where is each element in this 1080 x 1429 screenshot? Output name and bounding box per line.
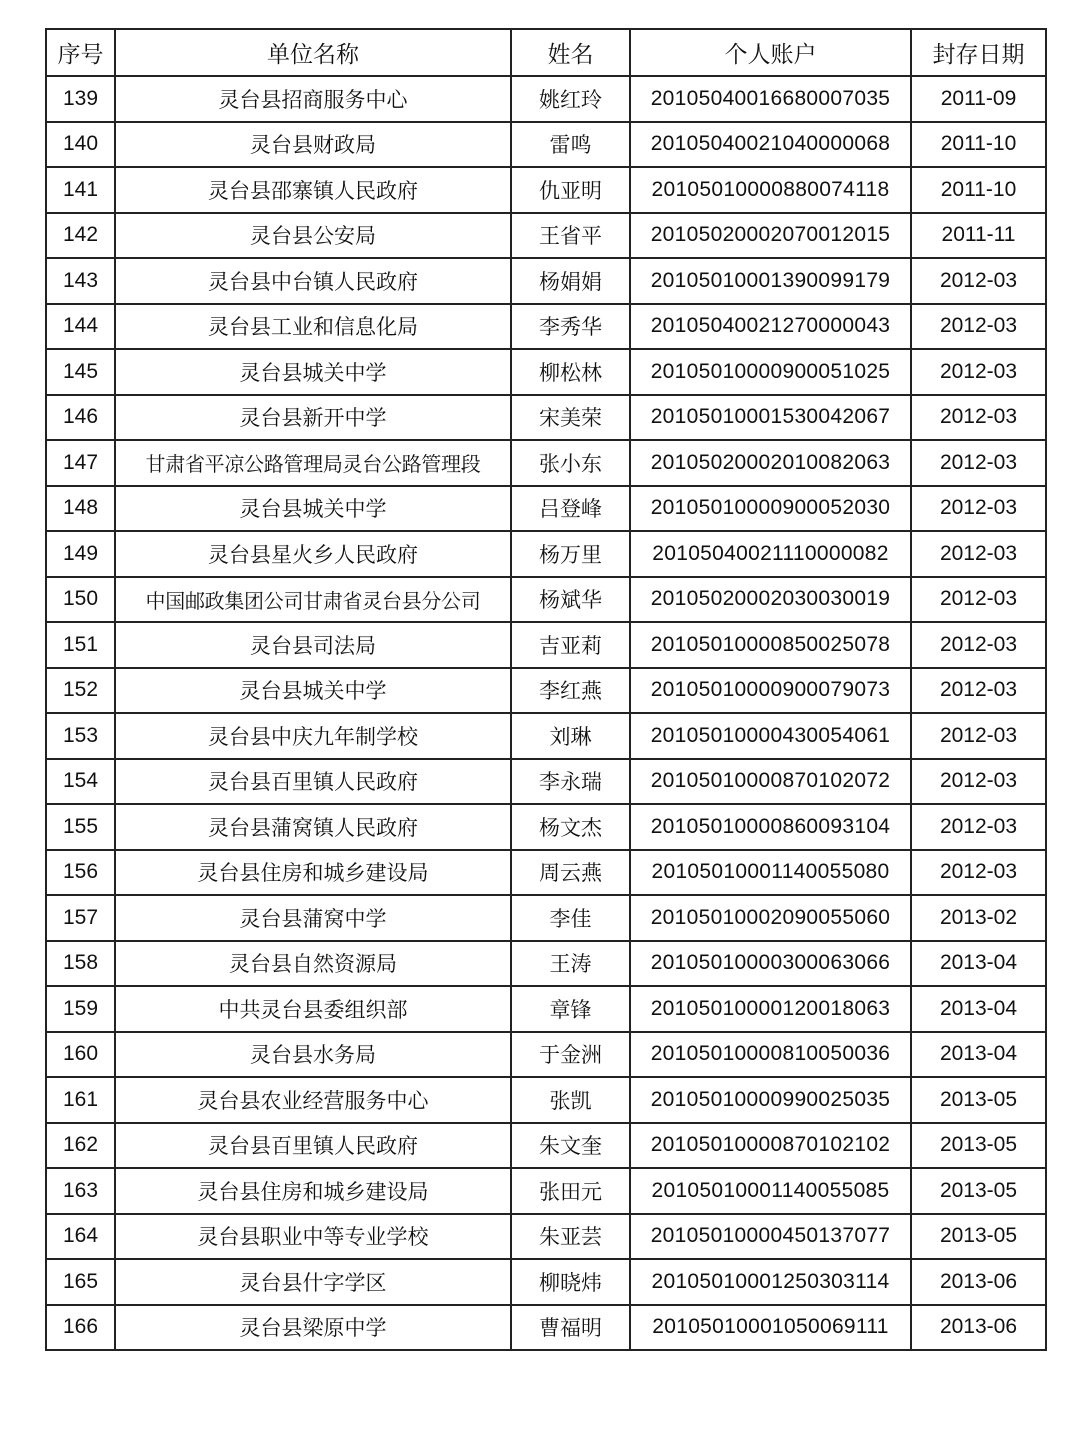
cell-account: 20105010000900052030 [630, 486, 911, 532]
cell-unit: 灵台县星火乡人民政府 [115, 531, 511, 577]
table-body [46, 76, 1046, 1350]
cell-name: 李秀华 [511, 304, 630, 350]
cell-unit: 灵台县职业中等专业学校 [115, 1214, 511, 1260]
table-row [46, 486, 1046, 532]
cell-unit: 灵台县百里镇人民政府 [115, 759, 511, 805]
cell-unit: 灵台县住房和城乡建设局 [115, 1168, 511, 1214]
cell-seq: 160 [46, 1032, 115, 1078]
cell-account: 20105010000870102102 [630, 1123, 911, 1169]
cell-unit: 灵台县农业经营服务中心 [115, 1077, 511, 1123]
cell-name: 姚红玲 [511, 76, 630, 122]
cell-name: 李红燕 [511, 668, 630, 714]
cell-seq: 143 [46, 258, 115, 304]
table-row [46, 1077, 1046, 1123]
cell-account: 20105010000900079073 [630, 668, 911, 714]
cell-account: 20105010001390099179 [630, 258, 911, 304]
cell-seq: 164 [46, 1214, 115, 1260]
cell-unit: 灵台县蒲窝中学 [115, 895, 511, 941]
table-row [46, 1123, 1046, 1169]
cell-name: 曹福明 [511, 1305, 630, 1351]
cell-unit: 灵台县梁原中学 [115, 1305, 511, 1351]
cell-seq: 145 [46, 349, 115, 395]
cell-unit: 灵台县自然资源局 [115, 941, 511, 987]
cell-date: 2012-03 [911, 304, 1046, 350]
cell-name: 吕登峰 [511, 486, 630, 532]
table-row [46, 622, 1046, 668]
cell-account: 20105010000430054061 [630, 713, 911, 759]
cell-name: 仇亚明 [511, 167, 630, 213]
cell-date: 2012-03 [911, 258, 1046, 304]
table-row [46, 713, 1046, 759]
cell-unit: 中共灵台县委组织部 [115, 986, 511, 1032]
cell-account: 20105010000990025035 [630, 1077, 911, 1123]
table-row [46, 759, 1046, 805]
cell-seq: 155 [46, 804, 115, 850]
table-row [46, 1259, 1046, 1305]
cell-seq: 149 [46, 531, 115, 577]
cell-name: 李佳 [511, 895, 630, 941]
cell-date: 2012-03 [911, 622, 1046, 668]
cell-seq: 157 [46, 895, 115, 941]
cell-name: 于金洲 [511, 1032, 630, 1078]
table-row [46, 850, 1046, 896]
cell-date: 2011-10 [911, 122, 1046, 168]
cell-account: 20105010001530042067 [630, 395, 911, 441]
cell-unit: 灵台县蒲窝镇人民政府 [115, 804, 511, 850]
cell-date: 2012-03 [911, 349, 1046, 395]
cell-name: 章锋 [511, 986, 630, 1032]
cell-date: 2011-11 [911, 213, 1046, 259]
cell-account: 20105040016680007035 [630, 76, 911, 122]
cell-unit: 灵台县中庆九年制学校 [115, 713, 511, 759]
cell-date: 2012-03 [911, 440, 1046, 486]
cell-unit: 灵台县住房和城乡建设局 [115, 850, 511, 896]
cell-unit: 灵台县公安局 [115, 213, 511, 259]
cell-name: 李永瑞 [511, 759, 630, 805]
cell-seq: 158 [46, 941, 115, 987]
table-row [46, 986, 1046, 1032]
cell-account: 20105010002090055060 [630, 895, 911, 941]
table-row [46, 213, 1046, 259]
cell-date: 2011-09 [911, 76, 1046, 122]
cell-seq: 139 [46, 76, 115, 122]
table-row [46, 122, 1046, 168]
header-date: 封存日期 [911, 29, 1046, 76]
cell-date: 2012-03 [911, 804, 1046, 850]
cell-name: 王涛 [511, 941, 630, 987]
cell-seq: 166 [46, 1305, 115, 1351]
cell-date: 2012-03 [911, 531, 1046, 577]
cell-date: 2013-04 [911, 941, 1046, 987]
cell-unit: 灵台县工业和信息化局 [115, 304, 511, 350]
cell-date: 2013-05 [911, 1077, 1046, 1123]
table-row [46, 577, 1046, 623]
cell-seq: 140 [46, 122, 115, 168]
cell-account: 20105020002010082063 [630, 440, 911, 486]
cell-account: 20105010001050069111 [630, 1305, 911, 1351]
cell-account: 20105010000450137077 [630, 1214, 911, 1260]
cell-unit: 灵台县司法局 [115, 622, 511, 668]
cell-name: 柳松林 [511, 349, 630, 395]
cell-seq: 144 [46, 304, 115, 350]
table-row [46, 440, 1046, 486]
cell-name: 王省平 [511, 213, 630, 259]
cell-unit: 灵台县什字学区 [115, 1259, 511, 1305]
table-row [46, 1305, 1046, 1351]
cell-account: 20105010000120018063 [630, 986, 911, 1032]
cell-date: 2012-03 [911, 713, 1046, 759]
table-row [46, 531, 1046, 577]
cell-name: 周云燕 [511, 850, 630, 896]
cell-unit: 灵台县中台镇人民政府 [115, 258, 511, 304]
cell-unit: 中国邮政集团公司甘肃省灵台县分公司 [115, 577, 511, 623]
header-account: 个人账户 [630, 29, 911, 76]
cell-name: 朱文奎 [511, 1123, 630, 1169]
cell-date: 2012-03 [911, 759, 1046, 805]
cell-account: 20105040021040000068 [630, 122, 911, 168]
cell-seq: 154 [46, 759, 115, 805]
cell-seq: 153 [46, 713, 115, 759]
cell-seq: 147 [46, 440, 115, 486]
cell-name: 刘琳 [511, 713, 630, 759]
cell-seq: 162 [46, 1123, 115, 1169]
cell-date: 2013-05 [911, 1123, 1046, 1169]
cell-name: 杨万里 [511, 531, 630, 577]
cell-unit: 灵台县招商服务中心 [115, 76, 511, 122]
cell-date: 2012-03 [911, 395, 1046, 441]
cell-account: 20105010001250303114 [630, 1259, 911, 1305]
table-row [46, 258, 1046, 304]
cell-account: 20105010001140055080 [630, 850, 911, 896]
table-row [46, 304, 1046, 350]
header-seq: 序号 [46, 29, 115, 76]
cell-account: 20105010000880074118 [630, 167, 911, 213]
cell-name: 吉亚莉 [511, 622, 630, 668]
cell-unit: 灵台县城关中学 [115, 486, 511, 532]
document-sheet [45, 28, 1045, 1351]
cell-name: 张小东 [511, 440, 630, 486]
table-row [46, 804, 1046, 850]
cell-seq: 141 [46, 167, 115, 213]
cell-account: 20105010000860093104 [630, 804, 911, 850]
cell-unit: 灵台县百里镇人民政府 [115, 1123, 511, 1169]
table-row [46, 895, 1046, 941]
cell-account: 20105020002070012015 [630, 213, 911, 259]
cell-account: 20105010000810050036 [630, 1032, 911, 1078]
table-row [46, 167, 1046, 213]
cell-account: 20105010000900051025 [630, 349, 911, 395]
table-row [46, 76, 1046, 122]
table-row [46, 395, 1046, 441]
table-row [46, 349, 1046, 395]
cell-date: 2012-03 [911, 668, 1046, 714]
cell-seq: 163 [46, 1168, 115, 1214]
cell-name: 宋美荣 [511, 395, 630, 441]
cell-name: 雷鸣 [511, 122, 630, 168]
header-row [46, 29, 1046, 76]
cell-date: 2013-04 [911, 1032, 1046, 1078]
cell-account: 20105040021110000082 [630, 531, 911, 577]
cell-seq: 165 [46, 1259, 115, 1305]
cell-name: 朱亚芸 [511, 1214, 630, 1260]
cell-name: 张田元 [511, 1168, 630, 1214]
cell-seq: 161 [46, 1077, 115, 1123]
cell-seq: 148 [46, 486, 115, 532]
sealed-accounts-table [45, 28, 1047, 1351]
cell-name: 杨娟娟 [511, 258, 630, 304]
cell-seq: 142 [46, 213, 115, 259]
cell-account: 20105010000870102072 [630, 759, 911, 805]
cell-date: 2012-03 [911, 850, 1046, 896]
cell-date: 2012-03 [911, 486, 1046, 532]
cell-date: 2011-10 [911, 167, 1046, 213]
cell-seq: 150 [46, 577, 115, 623]
cell-seq: 152 [46, 668, 115, 714]
cell-date: 2013-04 [911, 986, 1046, 1032]
cell-account: 20105040021270000043 [630, 304, 911, 350]
cell-name: 柳晓炜 [511, 1259, 630, 1305]
cell-date: 2013-06 [911, 1305, 1046, 1351]
table-row [46, 941, 1046, 987]
header-name: 姓名 [511, 29, 630, 76]
cell-date: 2013-05 [911, 1168, 1046, 1214]
cell-date: 2013-05 [911, 1214, 1046, 1260]
cell-date: 2013-02 [911, 895, 1046, 941]
cell-account: 20105010000850025078 [630, 622, 911, 668]
cell-unit: 灵台县财政局 [115, 122, 511, 168]
cell-unit: 灵台县邵寨镇人民政府 [115, 167, 511, 213]
cell-unit: 灵台县城关中学 [115, 668, 511, 714]
cell-seq: 146 [46, 395, 115, 441]
cell-date: 2013-06 [911, 1259, 1046, 1305]
table-header [46, 29, 1046, 76]
cell-name: 杨斌华 [511, 577, 630, 623]
table-row [46, 668, 1046, 714]
cell-seq: 151 [46, 622, 115, 668]
cell-seq: 159 [46, 986, 115, 1032]
cell-unit: 灵台县水务局 [115, 1032, 511, 1078]
header-unit: 单位名称 [115, 29, 511, 76]
table-row [46, 1032, 1046, 1078]
cell-name: 张凯 [511, 1077, 630, 1123]
cell-unit: 甘肃省平凉公路管理局灵台公路管理段 [115, 440, 511, 486]
table-row [46, 1214, 1046, 1260]
cell-account: 20105010001140055085 [630, 1168, 911, 1214]
cell-date: 2012-03 [911, 577, 1046, 623]
cell-account: 20105020002030030019 [630, 577, 911, 623]
cell-seq: 156 [46, 850, 115, 896]
table-row [46, 1168, 1046, 1214]
cell-name: 杨文杰 [511, 804, 630, 850]
cell-unit: 灵台县城关中学 [115, 349, 511, 395]
cell-account: 20105010000300063066 [630, 941, 911, 987]
cell-unit: 灵台县新开中学 [115, 395, 511, 441]
